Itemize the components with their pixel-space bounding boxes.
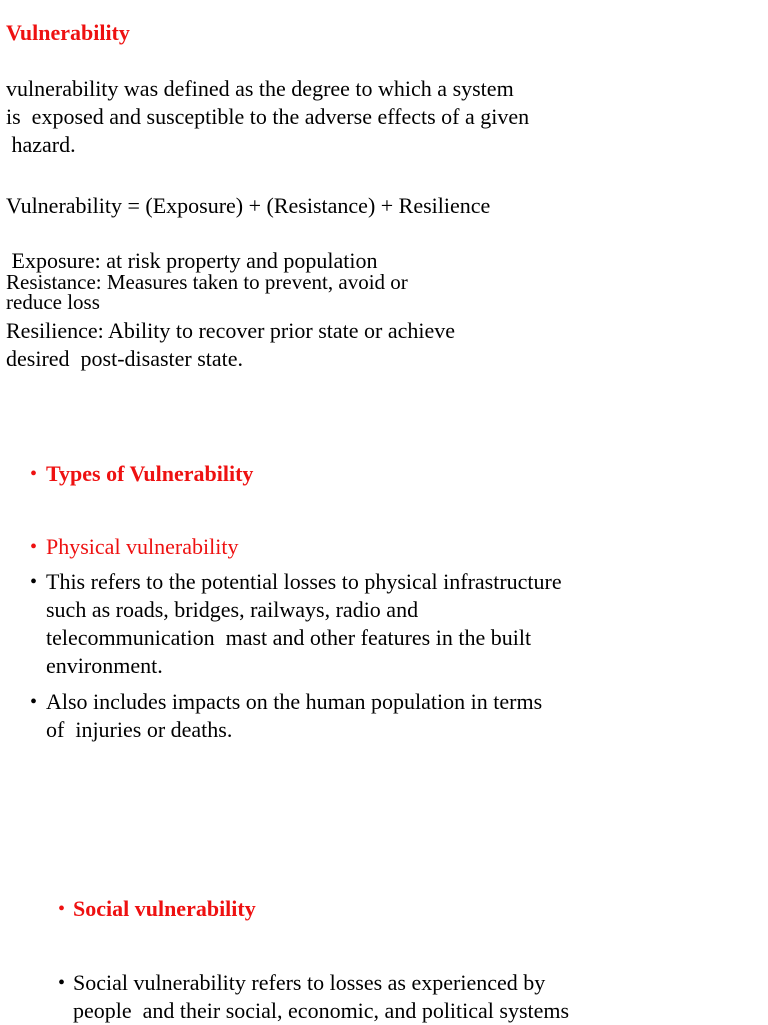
bullet-icon: • — [58, 898, 66, 920]
physical-heading: Physical vulnerability — [46, 534, 239, 559]
definition-line: is exposed and susceptible to the adverse effects of a given — [6, 104, 530, 129]
bullet-icon: • — [58, 972, 66, 994]
bullet-icon: • — [30, 463, 38, 485]
definition-line: vulnerability was defined as the degree to which a system — [6, 76, 514, 101]
physical-point-line: of injuries or deaths. — [46, 717, 233, 742]
resistance-line: reduce loss — [6, 290, 100, 314]
bullet-icon: • — [30, 571, 38, 593]
page-title: Vulnerability — [6, 20, 130, 45]
physical-point-line: such as roads, bridges, railways, radio and — [46, 597, 419, 622]
types-heading: Types of Vulnerability — [46, 461, 254, 486]
exposure-definition: Exposure: at risk property and population — [6, 248, 378, 273]
bullet-icon: • — [30, 691, 38, 713]
physical-point-line: Also includes impacts on the human population in terms — [46, 689, 543, 714]
bullet-icon: • — [30, 536, 38, 558]
physical-point-line: environment. — [46, 653, 163, 678]
social-heading: Social vulnerability — [73, 896, 256, 921]
vulnerability-formula: Vulnerability = (Exposure) + (Resistance) + Resilience — [6, 193, 491, 218]
resilience-line: desired post-disaster state. — [6, 346, 244, 371]
physical-point-line: telecommunication mast and other features in the built — [46, 625, 532, 650]
resistance-line: Resistance: Measures taken to prevent, avoid or — [6, 270, 408, 294]
physical-point-line: This refers to the potential losses to physical infrastructure — [46, 569, 562, 594]
social-point-line: people and their social, economic, and political systems — [73, 998, 570, 1023]
social-point-line: Social vulnerability refers to losses as experienced by — [73, 970, 546, 995]
resilience-line: Resilience: Ability to recover prior state or achieve — [6, 318, 456, 343]
definition-line: hazard. — [6, 132, 76, 157]
